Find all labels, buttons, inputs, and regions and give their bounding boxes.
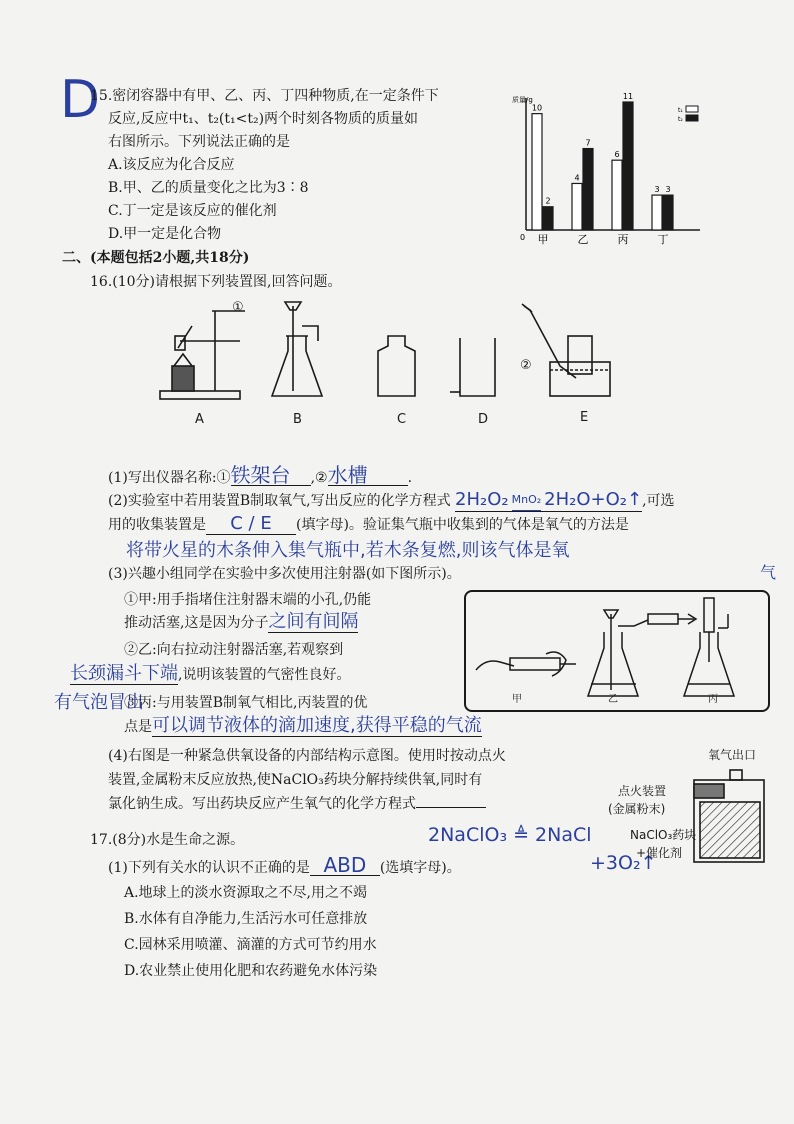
bar-value-label: 4: [574, 173, 580, 183]
bar-t1-0: [532, 114, 542, 230]
answer-equation-b: 2H₂O₂ MnO₂ 2H₂O+O₂↑: [455, 489, 643, 510]
legend-label: t₁: [678, 107, 683, 114]
device-block-label: NaClO₃药块: [630, 828, 697, 842]
answer-mark-q15: D: [60, 70, 101, 130]
q15-option-d: D.甲一定是化合物: [108, 226, 222, 242]
apparatus-b: [272, 302, 322, 396]
fig-label-yi: 乙: [608, 694, 618, 705]
q16-part4-l1: (4)右图是一种紧急供氧设备的内部结构示意图。使用时按动点火: [108, 748, 506, 764]
apparatus-d: [450, 338, 495, 396]
label-b: B: [293, 412, 302, 427]
marker-2: ②: [520, 358, 532, 373]
label-e: E: [580, 410, 589, 425]
answer-observe-1: 长颈漏斗下端: [70, 663, 178, 684]
category-label: 乙: [577, 233, 589, 246]
answer-observe-2: 有气泡冒出: [54, 692, 144, 713]
fig-label-bing: 丙: [708, 694, 718, 705]
apparatus-figure: [150, 296, 630, 426]
category-label: 丁: [657, 233, 669, 246]
q16-part2-line2: 用的收集装置是 C / E (填字母)。验证集气瓶中收集到的气体是氧气的方法是: [108, 513, 629, 534]
legend-label: t₂: [678, 116, 683, 123]
answer-naclo3-equation: 2NaClO₃ ≜ 2NaCl: [428, 824, 592, 846]
category-label: 甲: [537, 233, 549, 246]
bar-t2-1: [583, 149, 593, 230]
q16-part3-a1: ①甲:用手指堵住注射器末端的小孔,仍能: [124, 592, 372, 608]
q17-stem: 17.(8分)水是生命之源。: [90, 832, 245, 848]
q15-option-a: A.该反应为化合反应: [108, 157, 235, 173]
bar-value-label: 10: [531, 103, 543, 113]
answer-oxygen-test: 将带火星的木条伸入集气瓶中,若木条复燃,则该气体是氧: [126, 540, 570, 561]
q17-part1: (1)下列有关水的认识不正确的是 ABD (选填字母)。: [108, 853, 461, 877]
apparatus-a: [160, 311, 245, 399]
bar-value-label: 2: [545, 196, 551, 206]
q15-stem-line2: 反应,反应中t₁、t₂(t₁<t₂)两个时刻各物质的质量如: [108, 111, 419, 127]
q17-option-c: C.园林采用喷灌、滴灌的方式可节约用水: [124, 937, 377, 953]
device-igniter-label-2: (金属粉末): [608, 802, 666, 816]
answer-molecule-gap: 之间有间隔: [268, 611, 359, 632]
q16-part3-b2: 长颈漏斗下端,说明该装置的气密性良好。: [70, 663, 351, 684]
syringe-bing: [684, 598, 734, 696]
answer-advantage: 可以调节液体的滴加速度,获得平稳的气流: [152, 715, 482, 736]
category-label: 丙: [617, 233, 629, 246]
legend-swatch: [686, 115, 698, 121]
oxygen-device: [690, 766, 770, 866]
bar-t2-3: [663, 195, 673, 230]
bar-value-label: 3: [665, 185, 671, 195]
answer-collection: C / E: [206, 514, 296, 535]
syringe-drawings: [466, 592, 766, 702]
q17-option-d: D.农业禁止使用化肥和农药避免水体污染: [124, 963, 378, 979]
syringe-jia: [476, 652, 576, 676]
q15-stem-line1: 15.密闭容器中有甲、乙、丙、丁四种物质,在一定条件下: [90, 88, 439, 104]
device-block-label-2: +催化剂: [636, 846, 683, 860]
y-axis-label: 质量/g: [512, 96, 533, 104]
bar-value-label: 3: [654, 185, 660, 195]
bar-t1-1: [572, 183, 582, 230]
q16-part3-title: (3)兴趣小组同学在实验中多次使用注射器(如下图所示)。: [108, 566, 461, 582]
q15-option-b: B.甲、乙的质量变化之比为3∶8: [108, 180, 309, 196]
q16-part3-c2: 点是可以调节液体的滴加速度,获得平稳的气流: [124, 715, 482, 736]
answer-instrument-2: 水槽: [328, 465, 408, 486]
bar-value-label: 11: [622, 92, 634, 101]
fig-label-jia: 甲: [512, 694, 522, 705]
bar-value-label: 6: [614, 150, 620, 160]
bar-t2-0: [543, 207, 553, 230]
apparatus-e: [522, 304, 610, 396]
q16-stem: 16.(10分)请根据下列装置图,回答问题。: [90, 274, 342, 290]
device-igniter-label: 点火装置: [618, 784, 667, 798]
answer-oxygen-test-tail: 气: [760, 563, 777, 582]
origin-label: 0: [520, 233, 526, 242]
device-outlet-label: 氧气出口: [708, 748, 757, 762]
q15-stem-line3: 右图所示。下列说法正确的是: [108, 134, 290, 150]
bar-t2-2: [623, 102, 633, 230]
marker-1: ①: [232, 300, 244, 315]
q16-part3-a2: 推动活塞,这是因为分子之间有间隔: [124, 611, 359, 632]
q16-part1: (1)写出仪器名称:①铁架台 ,②水槽 .: [108, 463, 413, 487]
q16-part3-c1: ③丙:与用装置B制氧气相比,丙装置的优: [124, 695, 368, 711]
q16-part2-line1: (2)实验室中若用装置B制取氧气,写出反应的化学方程式 2H₂O₂ MnO₂ 2H₂O+O₂↑,可选: [108, 489, 675, 510]
q16-part4-l2: 装置,金属粉末反应放热,使NaClO₃药块分解持续供氧,同时有: [108, 772, 483, 788]
section2-title: 二、(本题包括2小题,共18分): [62, 250, 250, 266]
q15-option-c: C.丁一定是该反应的催化剂: [108, 203, 277, 219]
bar-t1-2: [612, 160, 622, 230]
bar-value-label: 7: [585, 138, 591, 148]
label-d: D: [478, 412, 489, 427]
bar-t1-3: [652, 195, 662, 230]
label-a: A: [195, 412, 204, 427]
label-c: C: [397, 412, 407, 427]
q16-part4-l3: 氯化钠生成。写出药块反应产生氧气的化学方程式: [108, 794, 486, 814]
q17-option-b: B.水体有自净能力,生活污水可任意排放: [124, 911, 368, 927]
legend-swatch: [686, 106, 698, 112]
apparatus-c: [378, 336, 415, 396]
mass-bar-chart: [510, 80, 710, 255]
q16-part3-b1: ②乙:向右拉动注射器活塞,若观察到: [124, 642, 344, 658]
q17-option-a: A.地球上的淡水资源取之不尽,用之不竭: [124, 885, 368, 901]
answer-instrument-1: 铁架台: [231, 465, 311, 486]
answer-naclo3-equation-2: +3O₂↑: [590, 852, 657, 874]
answer-q17-1: ABD: [310, 855, 380, 876]
syringe-yi: [588, 610, 696, 696]
